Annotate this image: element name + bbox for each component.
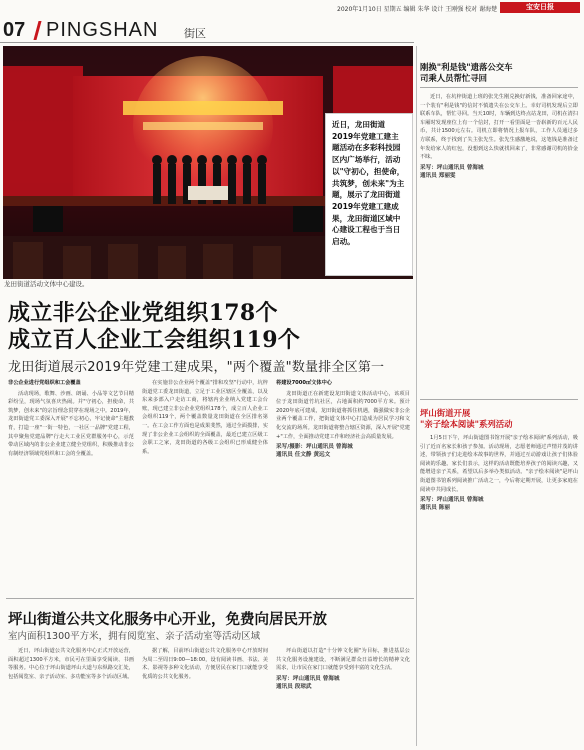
- sidebar-divider-horizontal: [420, 399, 578, 400]
- column-3-credit: 采写/摄影：坪山通讯员 曾海城 通讯员 任文静 黄远文: [276, 444, 353, 459]
- sidebar-article-1-body: [420, 93, 578, 393]
- sidebar-article-1-text: 近日，在坑梓街道上班的张先生刚兑换好新钱，准备回家途中，一个装有"利是钱"的信封不慎遗失在公交车上。幸好司机发现后立即联系车队，帮忙寻回。当天10时，车辆到达终点站龙田，司机在清扫车厢时发现座位上有一个信封，打开一看里面是一沓崭新的百元人民币，共计1500元左右。司机立即将情况上报车队，工作人员通过多方联系，终于找到了失主张先生。张先生感激地说，这笔钱是准备过年发给家人的红包，没想到这么快就找回来了，非常感谢司机的拾金不昧。: [420, 94, 578, 161]
- page-top-bar: [0, 0, 584, 16]
- sidebar: [420, 62, 580, 688]
- second-article-credit: 采写：坪山通讯员 曾海城 通讯员 段琼武: [276, 675, 340, 690]
- sidebar-article-1-credit: 采写：坪山通讯员 曾海城 通讯员 郑丽雯: [420, 164, 484, 179]
- photo-caption-box: 近日，龙田街道2019年党建工建主题活动在多彩科技园区内广场举行，活动以"守初心，担使命，共筑梦，创未来"为主题，展示了龙田街道2019年党建工建成果，龙田街道区域中心建设工程也于当日启动。: [325, 113, 413, 276]
- second-article-column-3: [276, 647, 410, 747]
- sidebar-article-2: [420, 408, 580, 710]
- second-headline: 坪山街道公共文化服务中心开业，免费向居民开放: [8, 612, 327, 628]
- sidebar-article-1-rule: [420, 87, 578, 88]
- sidebar-article-2-title-line-1: 坪山街道开展: [420, 408, 471, 418]
- photo-credit: 龙田街道活动文体中心建设。: [4, 280, 89, 288]
- main-article-column-2: [142, 379, 268, 591]
- issue-meta: 2020年1月10日 星期五 编辑 朱华 设计 王刚强 校对 谢海楚: [337, 6, 498, 13]
- sidebar-article-2-title-line-2: "亲子绘本阅读"系列活动: [420, 419, 513, 429]
- second-column-3-text: 坪山街道以打造"十分钟文化圈"为目标，推进基层公共文化服务设施建设，不断满足群众日益增长的精神文化需求，让市民在家门口就能享受到丰富的文化生活。: [276, 648, 410, 672]
- main-subhead: 龙田街道展示2019年党建工建成果，"两个覆盖"数量排全区第一: [8, 360, 385, 375]
- column-2-text: 在实施非公企业两个覆盖"排和攻坚"行动中，坑梓街道党工委龙田街道，立足于工业区辖区全覆盖，以及东来多部入户走访工商，将辖内企业纳入党建工会台账，现已建立非公企业党组织178个，成立百人企业工会组织119个，两个覆盖数量龙田街道在全区排名第一。在工会工作方面也是成果斐然，通过全面摸排，实现了非公企业工会组织的全面覆盖，最近已建立区级工会职工之家，龙田街道的各级工会组织已形成健全体系。: [142, 380, 268, 455]
- article-divider: [6, 598, 414, 599]
- section-rule: [0, 42, 414, 43]
- main-headline-line-2: 成立百人企业工会组织119个: [8, 327, 301, 353]
- sidebar-divider: [416, 46, 417, 746]
- column-3-lead: 将建设7000㎡文体中心: [276, 380, 332, 386]
- section-title-en: PINGSHAN: [46, 19, 159, 41]
- main-article-column-1: [8, 379, 134, 591]
- second-article-column-1: [8, 647, 134, 747]
- second-article-column-2: [142, 647, 268, 747]
- second-subhead: 室内面积1300平方米，拥有阅览室、亲子活动室等活动区域: [8, 631, 261, 642]
- column-1-lead: 非公企业进行党组织和工会覆盖: [8, 380, 81, 386]
- column-1-text: 活动现场，歌舞、沙画、朗诵、小品等文艺节目精彩纷呈，现场气氛喜庆热闹。并"守初心，担使命，共筑梦，创未来"的宗旨理念贯穿在现场之中。2019年，龙田街道党工委深入开展"不忘初心，牢记使命"主题教育，打造一座"一街一特色，一社区一品牌"党建工程，其中聚焦党建品牌"行走大工业区党群服务中心，示范带动区域内的非公企业建立健全党组织，积极推动非公有制经济领域党组织和工会的全覆盖。: [8, 390, 134, 457]
- column-3-text: 龙田街道正在新建设龙田街道文体活动中心，该项目位于龙田街道竹坑社区，占地面积约7000平方米。预计2020年底可建成，龙田街道将抓住机遇，做强做实非公企业两个覆盖工作，把街道文体中心打造成为居民学习和文化交流的场所。龙田街道将整合辖区资源，深入开展"党建+"工作，全面推动党建工作和经济社会高质量发展。: [276, 390, 410, 440]
- section-header: [0, 20, 414, 40]
- sidebar-article-2-body: [420, 434, 578, 714]
- second-column-1-text: 近日，坪山街道公共文化服务中心正式开放运营，面积超过1300平方米，市民可在里面享受阅读、书画等服务。中心位于坪山街道坪山大道与东纵路交汇处，包括阅览室、亲子活动室、多功能室等多个活动区域。: [8, 648, 134, 680]
- sidebar-article-1-title: 刚换"利是钱"遗落公交车 司乘人员帮忙寻回: [420, 62, 513, 83]
- section-slash-mark: [33, 21, 41, 40]
- main-article-column-3: [276, 379, 410, 591]
- page-number: 07: [3, 19, 26, 41]
- newspaper-brand: 宝安日报: [500, 2, 580, 13]
- sidebar-article-2-credit: 采写：坪山通讯员 曾海城 通讯员 陈丽: [420, 497, 484, 512]
- section-title-zh: 街区: [184, 27, 206, 40]
- second-column-2-text: 据了解，目前坪山街道公共文化服务中心开放时间为周二至周日9:00—18:00，设有阅读书画、书法、美术、影视等多种文化活动，方便居民在家门口就能享受优质的公共文化服务。: [142, 648, 268, 680]
- sidebar-article-2-text: 1月5日下午，坪山街道图书馆开展"亲子绘本阅读"系列活动，吸引了近百名家长和孩子参加。活动现场，志愿老师通过声情并茂的讲述，带领孩子们走进绘本故事的世界，并通过互动游戏让孩子们体验阅读的乐趣。家长们表示，这样的活动既能培养孩子的阅读兴趣，又能增进亲子关系，希望以后多举办类似活动。"亲子绘本阅读"是坪山街道图书馆系列阅读推广活动之一，今后将定期开展，让更多家庭在阅读中共同成长。: [420, 435, 578, 493]
- main-headline: [8, 300, 413, 354]
- main-headline-line-1: 成立非公企业党组织178个: [8, 300, 278, 326]
